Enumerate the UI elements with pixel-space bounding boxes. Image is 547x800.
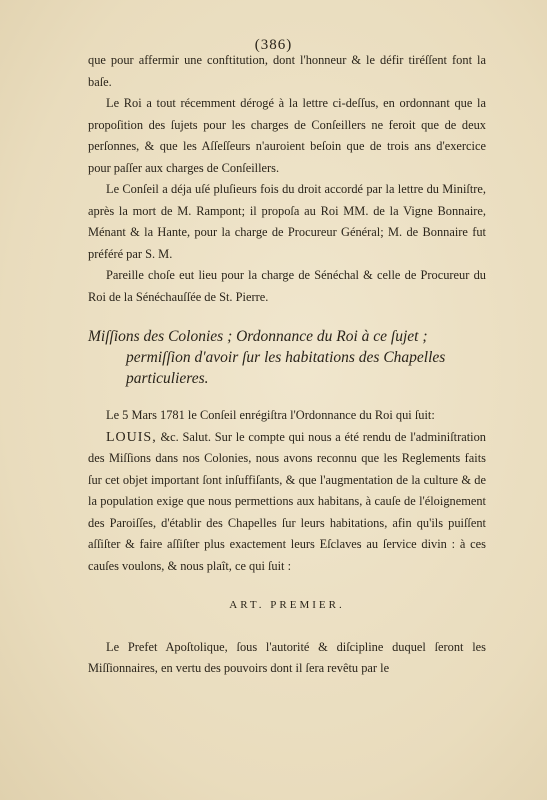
section-heading — [88, 326, 486, 389]
article-heading: ART. PREMIER. — [229, 599, 345, 611]
page-body — [88, 50, 486, 680]
page-number: (386) — [254, 37, 293, 53]
paragraph-ordonnance — [88, 427, 486, 578]
paragraph-continuation: que pour affermir une conftitution, dont l'honneur & le défir tiréſſent font la baſe. — [88, 53, 486, 89]
section-heading-line2: permiſſion d'avoir ſur les habitations des Chapelles particulieres. — [126, 349, 446, 387]
ordonnance-text: &c. Salut. Sur le compte qui nous a été rendu de l'adminiſtration des Miſſions dans nos Colonies, nous avons reconnu que les Reglements faits ſur cet objet important ſont inſuffiſants, & que l'augmentation de la culture & de la population exige que nous permettions aux habitans, à cauſe de l'éloignement des Paroiſſes, d'établir des Chapelles ſur leurs habitations, afin qu'ils puiſſent aſſiſter & faire aſſiſter plus exactement leurs Eſclaves au ſervice divin : à ces cauſes voulons, & nous plaît, ce qui ſuit : — [88, 429, 486, 573]
paragraph-senechal: Pareille choſe eut lieu pour la charge de Sénéchal & celle de Procureur du Roi de la Sénéchauſſée de St. Pierre. — [88, 268, 486, 304]
paragraph-conseil: Le Conſeil a déja uſé pluſieurs fois du droit accordé par la lettre du Miniſtre, après la mort de M. Rampont; il propoſa au Roi MM. de la Vigne Bonnaire, Ménant & la Hante, pour la charge de Procureur Général; M. de Bonnaire fut préféré par S. M. — [88, 182, 486, 261]
louis-lead: LOUIS, — [106, 429, 157, 445]
paragraph-derogation: Le Roi a tout récemment dérogé à la lettre ci-deſſus, en ordonnant que la propoſition des ſujets pour les charges de Conſeillers ne feroit que de deux perſonnes, & que les Aſſeſſeurs n'auroient beſoin que de trois ans d'exercice pour paſſer aux charges de Conſeillers. — [88, 96, 486, 175]
paragraph-article-premier: Le Prefet Apoſtolique, ſous l'autorité & diſcipline duquel ſeront les Miſſionnaires, en vertu des pouvoirs dont il ſera revêtu par le — [88, 639, 486, 675]
section-heading-line1: Miſſions des Colonies ; Ordonnance du Roi à ce ſujet ; — [88, 328, 428, 345]
paragraph-enregistrement: Le 5 Mars 1781 le Conſeil enrégiſtra l'Ordonnance du Roi qui ſuit: — [106, 408, 435, 422]
